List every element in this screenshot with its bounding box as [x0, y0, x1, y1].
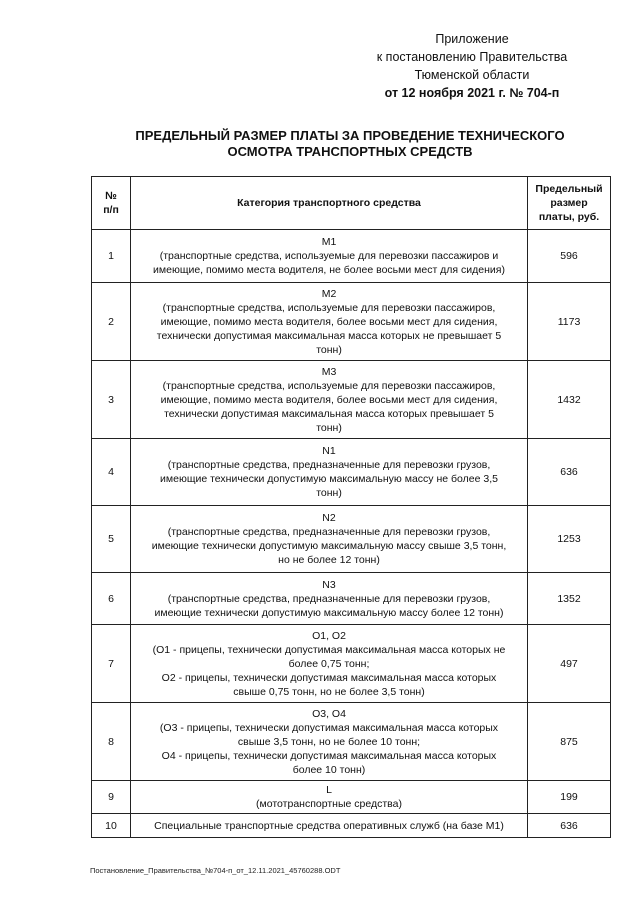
- table-row: [92, 625, 611, 703]
- table-row: [92, 703, 611, 781]
- row-number: 9: [92, 781, 131, 814]
- header-price: [528, 177, 611, 230]
- header-num-line: п/п: [103, 204, 119, 216]
- header-num-line: №: [105, 190, 117, 202]
- category-description-line: (О1 - прицепы, технически допустимая максимальная масса которых не: [152, 643, 506, 656]
- category-description-line: имеющие технически допустимую максимальную массу свыше 3,5 тонн,: [151, 540, 507, 552]
- fee-table: [91, 176, 611, 838]
- table-row: [92, 781, 611, 814]
- category-description-line: имеющие технически допустимую максимальную массу не более 3,5: [160, 473, 498, 485]
- category-description-line: технически допустимая максимальная масса которых не превышает 5: [156, 329, 502, 342]
- category-description-line: имеющие, помимо места водителя, более восьми мест для сидения,: [160, 315, 498, 328]
- row-price: 636: [528, 814, 611, 838]
- row-category: [131, 703, 528, 781]
- category-description-line: свыше 0,75 тонн, но не более 3,5 тонн): [233, 685, 425, 698]
- header-price-line: Предельный: [535, 183, 603, 195]
- table-header-row: [92, 177, 611, 230]
- category-description-line: (транспортные средства, предназначенные для перевозки грузов,: [167, 459, 491, 471]
- category-description-line: тонн): [316, 487, 342, 499]
- row-number: 7: [92, 625, 131, 703]
- table-row: [92, 230, 611, 283]
- row-number: 1: [92, 230, 131, 283]
- row-price: 1253: [528, 506, 611, 573]
- category-description-line: свыше 3,5 тонн, но не более 10 тонн;: [237, 735, 421, 748]
- category-description-line: (транспортные средства, используемые для перевозки пассажиров,: [162, 301, 496, 314]
- row-category: [131, 283, 528, 361]
- table-row: [92, 506, 611, 573]
- category-description-line: тонн): [316, 343, 342, 356]
- category-description-line: (транспортные средства, предназначенные для перевозки грузов,: [167, 526, 491, 538]
- appendix-date: от 12 ноября 2021 г. № 704-п: [384, 86, 560, 100]
- category-description-line: О2 - прицепы, технически допустимая максимальная масса которых: [161, 671, 497, 684]
- row-category: [131, 361, 528, 439]
- row-price: 636: [528, 439, 611, 506]
- table-row: [92, 361, 611, 439]
- category-description-line: технически допустимая максимальная масса которых превышает 5: [164, 407, 494, 420]
- category-description-line: имеющие, помимо места водителя, более восьми мест для сидения,: [160, 393, 498, 406]
- row-price: 596: [528, 230, 611, 283]
- row-number: 4: [92, 439, 131, 506]
- row-category: [131, 625, 528, 703]
- row-number: 6: [92, 573, 131, 625]
- row-category: [131, 573, 528, 625]
- category-description-line: имеющие, помимо места водителя, не более восьми мест для сидения): [153, 264, 505, 276]
- row-price: 1352: [528, 573, 611, 625]
- document-title: [90, 128, 610, 160]
- category-code: N1: [322, 445, 336, 457]
- category-description-line: имеющие технически допустимую максимальную массу более 12 тонн): [154, 606, 504, 619]
- appendix-line-1: Приложение: [435, 32, 509, 46]
- header-num: [92, 177, 131, 230]
- category-description-line: (транспортные средства, используемые для перевозки пассажиров и: [159, 250, 499, 262]
- category-code: L: [326, 784, 332, 796]
- category-code: O3, O4: [312, 707, 346, 720]
- header-price-line: платы, руб.: [538, 211, 600, 223]
- category-description-line: (О3 - прицепы, технически допустимая максимальная масса которых: [159, 721, 499, 734]
- row-category: [131, 814, 528, 838]
- table-row: [92, 439, 611, 506]
- appendix-block: [352, 30, 592, 102]
- category-code: M2: [321, 287, 337, 300]
- table-row: [92, 283, 611, 361]
- header-category: Категория транспортного средства: [131, 177, 528, 230]
- row-price: 497: [528, 625, 611, 703]
- appendix-line-3: Тюменской области: [414, 68, 530, 82]
- category-description-line: (транспортные средства, предназначенные для перевозки грузов,: [167, 592, 491, 605]
- row-number: 5: [92, 506, 131, 573]
- category-description-line: (транспортные средства, используемые для перевозки пассажиров,: [162, 379, 496, 392]
- title-line-1: ПРЕДЕЛЬНЫЙ РАЗМЕР ПЛАТЫ ЗА ПРОВЕДЕНИЕ ТЕХНИЧЕСКОГО: [135, 128, 565, 143]
- table-body: [92, 230, 611, 838]
- row-category: [131, 781, 528, 814]
- category-code: M3: [321, 365, 337, 378]
- row-category: [131, 439, 528, 506]
- table-row: [92, 573, 611, 625]
- row-number: 3: [92, 361, 131, 439]
- category-description-line: (мототранспортные средства): [256, 798, 402, 810]
- footer-filename: Постановление_Правительства_№704-п_от_12.11.2021_45760288.ODT: [90, 866, 341, 875]
- category-description-line: но не более 12 тонн): [278, 554, 380, 566]
- category-code: M1: [321, 236, 337, 248]
- row-price: 875: [528, 703, 611, 781]
- category-code: O1, O2: [312, 629, 346, 642]
- category-code: N3: [322, 578, 336, 591]
- row-category: [131, 506, 528, 573]
- category-code: N2: [322, 512, 336, 524]
- title-line-2: ОСМОТРА ТРАНСПОРТНЫХ СРЕДСТВ: [227, 144, 473, 159]
- category-description-line: более 10 тонн): [292, 763, 366, 776]
- table-row: [92, 814, 611, 838]
- row-number: 8: [92, 703, 131, 781]
- category-description-line: тонн): [316, 421, 342, 434]
- row-price: 199: [528, 781, 611, 814]
- appendix-line-2: к постановлению Правительства: [376, 50, 568, 64]
- row-category: [131, 230, 528, 283]
- row-number: 2: [92, 283, 131, 361]
- category-description-line: Специальные транспортные средства оперативных служб (на базе М1): [154, 819, 504, 832]
- header-price-line: размер: [550, 197, 588, 209]
- row-price: 1173: [528, 283, 611, 361]
- row-number: 10: [92, 814, 131, 838]
- row-price: 1432: [528, 361, 611, 439]
- category-description-line: О4 - прицепы, технически допустимая максимальная масса которых: [161, 749, 497, 762]
- category-description-line: более 0,75 тонн;: [288, 657, 370, 670]
